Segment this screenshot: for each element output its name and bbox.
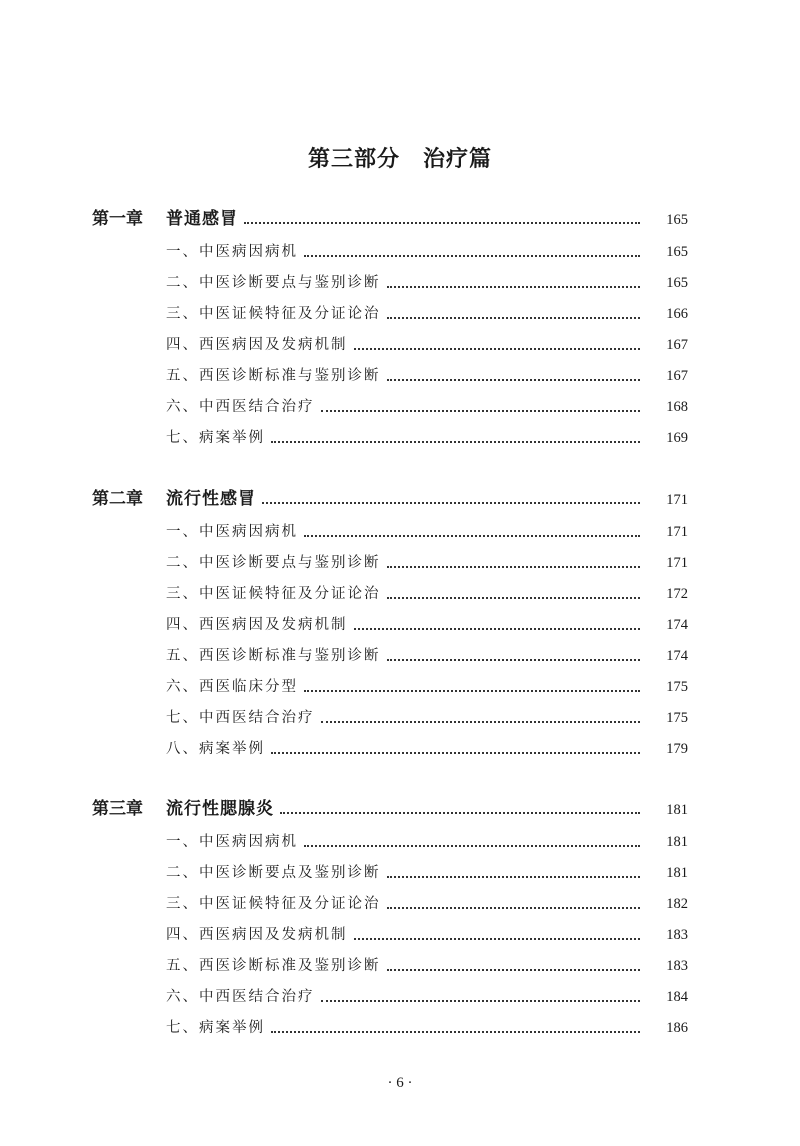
section-title: 二、中医诊断要点与鉴别诊断	[166, 275, 381, 291]
section-title: 一、中医病因病机	[166, 834, 298, 850]
section-page-number: 181	[666, 865, 688, 881]
page-number: · 6 ·	[387, 1075, 413, 1091]
section-page-number: 181	[666, 834, 688, 850]
section-page-number: 175	[666, 710, 688, 726]
section-page-number: 165	[666, 275, 688, 291]
dot-leader	[387, 377, 641, 381]
section-title: 五、西医诊断标准与鉴别诊断	[166, 648, 381, 664]
section-page-number: 183	[666, 927, 688, 943]
dot-leader	[271, 1029, 640, 1033]
chapter-number: 第一章	[92, 209, 143, 229]
section-page-number: 167	[666, 368, 688, 384]
section-page-number: 186	[666, 1020, 688, 1036]
chapter-page-number: 165	[666, 212, 688, 228]
toc-section-entry[interactable]	[166, 675, 688, 699]
dot-leader	[387, 657, 641, 661]
section-title: 二、中医诊断要点及鉴别诊断	[166, 865, 381, 881]
chapter-page-number: 181	[666, 802, 688, 818]
toc-section-entry[interactable]	[166, 737, 688, 761]
toc-chapter-entry[interactable]	[92, 487, 688, 511]
toc-section-entry[interactable]	[166, 333, 688, 357]
section-title: 三、中医证候特征及分证论治	[166, 896, 381, 912]
section-page-number: 184	[666, 989, 688, 1005]
toc-section-entry[interactable]	[166, 830, 688, 854]
toc-chapter-entry[interactable]	[92, 797, 688, 821]
section-page-number: 169	[666, 430, 688, 446]
section-page-number: 182	[666, 896, 688, 912]
section-title: 七、病案举例	[166, 1020, 265, 1036]
section-title: 四、西医病因及发病机制	[166, 337, 348, 353]
dot-leader	[387, 905, 641, 909]
dot-leader	[304, 253, 640, 257]
section-page-number: 167	[666, 337, 688, 353]
section-title: 四、西医病因及发病机制	[166, 927, 348, 943]
toc-section-entry[interactable]	[166, 706, 688, 730]
section-page-number: 168	[666, 399, 688, 415]
dot-leader	[354, 626, 641, 630]
dot-leader	[387, 284, 641, 288]
section-title: 二、中医诊断要点与鉴别诊断	[166, 555, 381, 571]
section-page-number: 171	[666, 524, 688, 540]
chapter-number: 第三章	[92, 799, 143, 819]
section-title: 一、中医病因病机	[166, 524, 298, 540]
toc-section-entry[interactable]	[166, 364, 688, 388]
chapter-page-number: 171	[666, 492, 688, 508]
toc-section-entry[interactable]	[166, 271, 688, 295]
chapter-title: 流行性感冒	[166, 489, 256, 509]
toc-section-entry[interactable]	[166, 520, 688, 544]
section-title: 六、中西医结合治疗	[166, 399, 315, 415]
section-page-number: 175	[666, 679, 688, 695]
toc-section-entry[interactable]	[166, 892, 688, 916]
dot-leader	[354, 936, 641, 940]
section-title: 四、西医病因及发病机制	[166, 617, 348, 633]
section-title: 五、西医诊断标准及鉴别诊断	[166, 958, 381, 974]
toc-section-entry[interactable]	[166, 985, 688, 1009]
toc-section-entry[interactable]	[166, 302, 688, 326]
dot-leader	[304, 688, 640, 692]
toc-section-entry[interactable]	[166, 426, 688, 450]
section-page-number: 166	[666, 306, 688, 322]
dot-leader	[387, 874, 641, 878]
section-title: 五、西医诊断标准与鉴别诊断	[166, 368, 381, 384]
part-title: 第三部分 治疗篇	[307, 147, 492, 172]
toc-section-entry[interactable]	[166, 395, 688, 419]
toc-section-entry[interactable]	[166, 551, 688, 575]
dot-leader	[244, 220, 640, 224]
section-title: 一、中医病因病机	[166, 244, 298, 260]
toc-section-entry[interactable]	[166, 644, 688, 668]
toc-section-entry[interactable]	[166, 240, 688, 264]
chapter-title: 流行性腮腺炎	[166, 799, 274, 819]
dot-leader	[271, 439, 640, 443]
toc-chapter-entry[interactable]	[92, 207, 688, 231]
section-title: 七、中西医结合治疗	[166, 710, 315, 726]
section-page-number: 174	[666, 648, 688, 664]
section-page-number: 171	[666, 555, 688, 571]
section-page-number: 179	[666, 741, 688, 757]
dot-leader	[304, 533, 640, 537]
chapter-title: 普通感冒	[166, 209, 238, 229]
toc-section-entry[interactable]	[166, 861, 688, 885]
dot-leader	[321, 998, 641, 1002]
dot-leader	[387, 967, 641, 971]
dot-leader	[354, 346, 641, 350]
section-title: 七、病案举例	[166, 430, 265, 446]
dot-leader	[387, 315, 641, 319]
section-page-number: 174	[666, 617, 688, 633]
toc-section-entry[interactable]	[166, 923, 688, 947]
section-title: 六、西医临床分型	[166, 679, 298, 695]
toc-section-entry[interactable]	[166, 954, 688, 978]
toc-section-entry[interactable]	[166, 582, 688, 606]
section-page-number: 183	[666, 958, 688, 974]
section-title: 三、中医证候特征及分证论治	[166, 306, 381, 322]
dot-leader	[321, 719, 641, 723]
section-page-number: 165	[666, 244, 688, 260]
section-title: 三、中医证候特征及分证论治	[166, 586, 381, 602]
dot-leader	[271, 750, 640, 754]
dot-leader	[387, 595, 641, 599]
dot-leader	[262, 500, 640, 504]
chapter-number: 第二章	[92, 489, 143, 509]
toc-section-entry[interactable]	[166, 613, 688, 637]
dot-leader	[304, 843, 640, 847]
dot-leader	[280, 810, 640, 814]
section-page-number: 172	[666, 586, 688, 602]
section-title: 八、病案举例	[166, 741, 265, 757]
dot-leader	[387, 564, 641, 568]
dot-leader	[321, 408, 641, 412]
section-title: 六、中西医结合治疗	[166, 989, 315, 1005]
toc-section-entry[interactable]	[166, 1016, 688, 1040]
